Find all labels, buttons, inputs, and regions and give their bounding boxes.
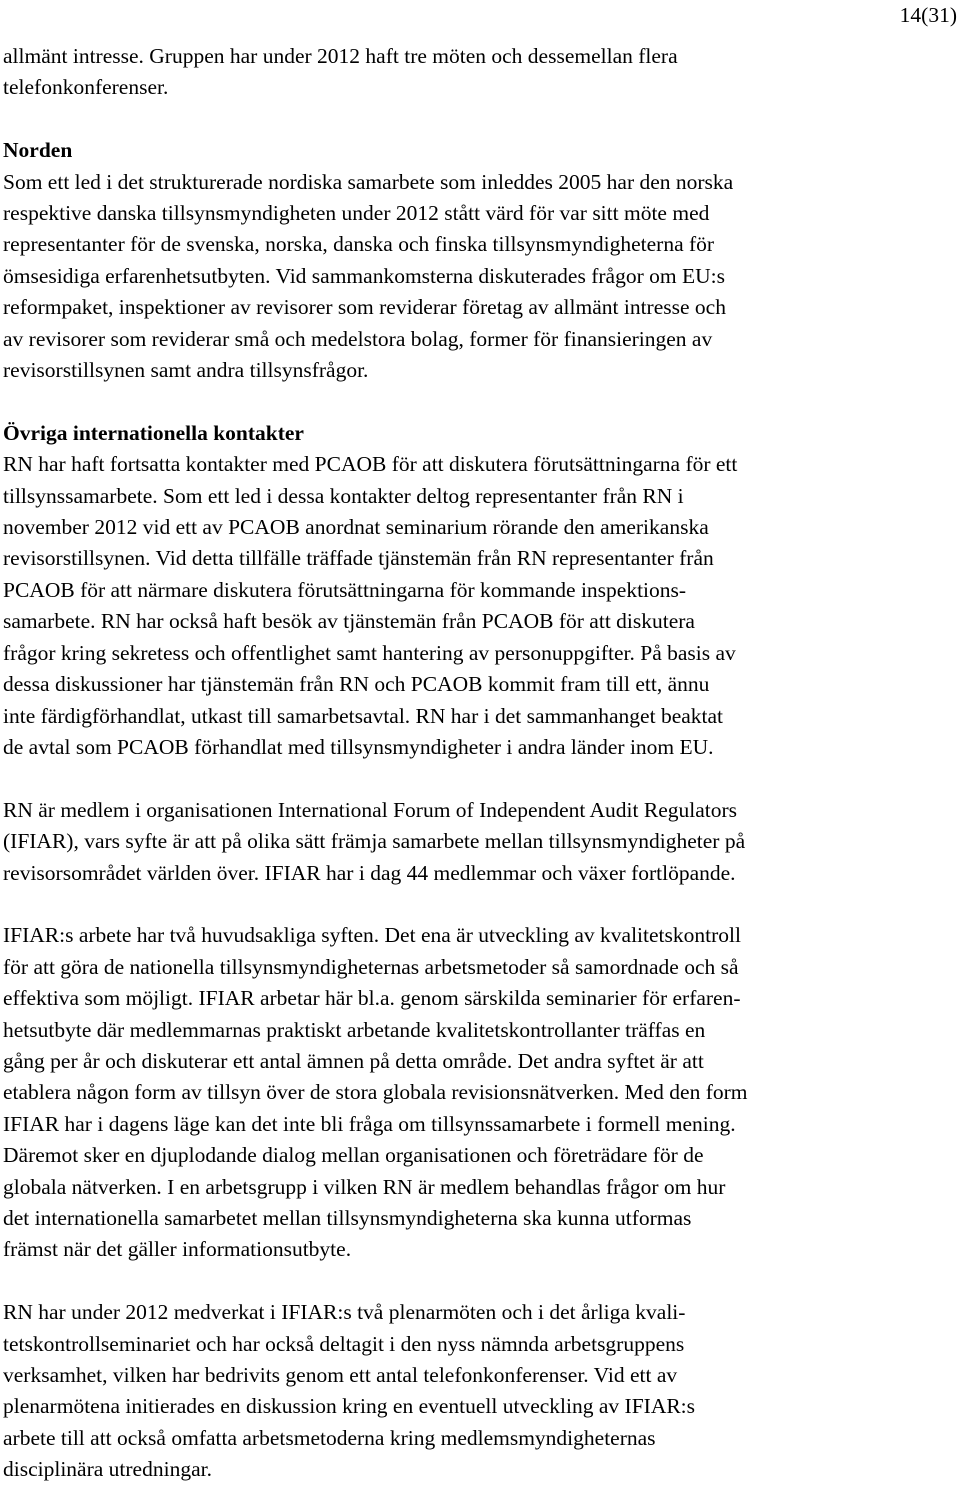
paragraph-line: tillsynssamarbete. Som ett led i dessa kontakter deltog representanter från RN i [3,483,684,508]
paragraph-line: plenarmötena initierades en diskussion kring en eventuell utveckling av IFIAR:s [3,1394,696,1419]
document-body [3,41,938,1486]
intro-paragraph [3,41,938,104]
paragraph-line: reformpaket, inspektioner av revisorer som reviderar företag av allmänt intresse och [3,295,726,320]
paragraph-line: disciplinära utredningar. [3,1457,212,1482]
paragraph-line: revisorstillsynen samt andra tillsynsfrågor. [3,358,369,383]
paragraph-line: revisorstillsynen. Vid detta tillfälle träffade tjänstemän från RN representanter från [3,546,714,571]
paragraph-line: telefonkonferenser. [3,75,169,100]
paragraph-line: inte färdigförhandlat, utkast till samarbetsavtal. RN har i det sammanhanget beaktat [3,703,724,728]
paragraph-gap [3,1266,938,1297]
paragraph-line: RN är medlem i organisationen International Forum of Independent Audit Regulators [3,797,738,822]
paragraph-line: IFIAR:s arbete har två huvudsakliga syften. Det ena är utveckling av kvalitetskontroll [3,923,741,948]
paragraph-line: gång per år och diskuterar ett antal ämnen på detta område. Det andra syftet är att [3,1048,704,1073]
paragraph-line: RN har haft fortsatta kontakter med PCAOB för att diskutera förutsättningarna för ett [3,452,738,477]
paragraph-line: PCAOB för att närmare diskutera förutsättningarna för kommande inspektions- [3,577,687,602]
paragraph-gap [3,889,938,920]
paragraph-line: etablera någon form av tillsyn över de stora globala revisionsnätverken. Med den form [3,1080,748,1105]
paragraph-line: tetskontrollseminariet och har också deltagit i den nyss nämnda arbetsgruppens [3,1331,685,1356]
paragraph-line: det internationella samarbetet mellan tillsynsmyndigheterna ska kunna utformas [3,1205,692,1230]
paragraph-line: IFIAR har i dagens läge kan det inte bli fråga om tillsynssamarbete i formell mening. [3,1111,736,1136]
paragraph-line: främst när det gäller informationsutbyte. [3,1237,352,1262]
paragraph-line: för att göra de nationella tillsynsmyndigheternas arbetsmetoder så samordnade och så [3,954,739,979]
paragraph-line: respektive danska tillsynsmyndigheten under 2012 stått värd för var sitt möte med [3,201,710,226]
paragraph-line: verksamhet, vilken har bedrivits genom ett antal telefonkonferenser. Vid ett av [3,1362,678,1387]
paragraph-line: allmänt intresse. Gruppen har under 2012 haft tre möten och dessemellan flera [3,44,678,68]
ifiar-membership-paragraph [3,795,938,889]
paragraph-line: Som ett led i det strukturerade nordiska samarbete som inleddes 2005 har den norska [3,169,734,194]
paragraph-line: de avtal som PCAOB förhandlat med tillsynsmyndigheter i andra länder inom EU. [3,734,714,759]
ifiar-2012-paragraph [3,1297,938,1485]
paragraph-line: hetsutbyte där medlemmarnas praktiskt arbetande kvalitetskontrollanter träffas en [3,1017,706,1042]
paragraph-line: RN har under 2012 medverkat i IFIAR:s två plenarmöten och i det årliga kvali- [3,1300,686,1325]
section-norden [3,135,938,386]
paragraph-line: frågor kring sekretess och offentlighet samt hantering av personuppgifter. På basis av [3,640,736,665]
page-number: 14(31) [899,3,957,27]
paragraph-line: november 2012 vid ett av PCAOB anordnat seminarium rörande den amerikanska [3,515,709,540]
paragraph-line: av revisorer som reviderar små och medelstora bolag, former för finansieringen av [3,326,713,351]
paragraph-gap [3,386,938,417]
paragraph-gap [3,763,938,794]
section-heading-ovriga-kontakter: Övriga internationella kontakter [3,420,304,445]
paragraph-line: globala nätverken. I en arbetsgrupp i vilken RN är medlem behandlas frågor om hur [3,1174,726,1199]
paragraph-line: representanter för de svenska, norska, danska och finska tillsynsmyndigheterna för [3,232,715,257]
paragraph-line: Däremot sker en djuplodande dialog mellan organisationen och företrädare för de [3,1143,704,1168]
section-heading-norden: Norden [3,138,73,163]
paragraph-line: arbete till att också omfatta arbetsmetoderna kring medlemsmyndigheternas [3,1425,656,1450]
ifiar-aims-paragraph [3,920,938,1265]
section-ovriga-kontakter [3,418,938,763]
paragraph-gap [3,104,938,135]
paragraph-line: effektiva som möjligt. IFIAR arbetar här bl.a. genom särskilda seminarier för erfaren- [3,986,741,1011]
paragraph-line: (IFIAR), vars syfte är att på olika sätt främja samarbete mellan tillsynsmyndigheter på [3,829,746,854]
paragraph-line: revisorsområdet världen över. IFIAR har i dag 44 medlemmar och växer fortlöpande. [3,860,736,885]
paragraph-line: samarbete. RN har också haft besök av tjänstemän från PCAOB för att diskutera [3,609,695,634]
paragraph-line: ömsesidiga erfarenhetsutbyten. Vid sammankomsterna diskuterades frågor om EU:s [3,263,725,288]
paragraph-line: dessa diskussioner har tjänstemän från RN och PCAOB kommit fram till ett, ännu [3,672,710,697]
